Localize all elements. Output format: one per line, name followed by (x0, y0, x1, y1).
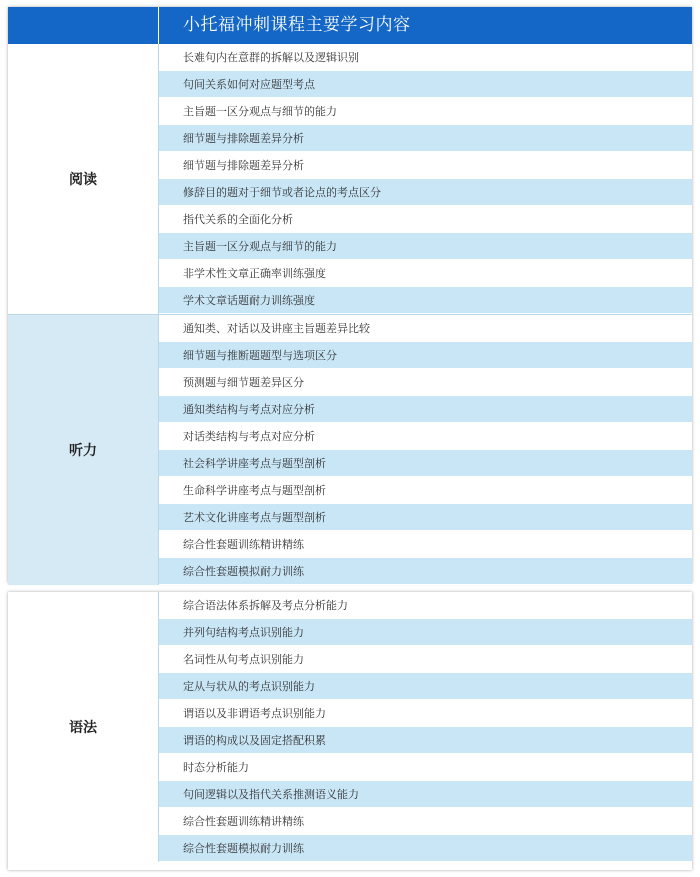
list-item: 主旨题一区分观点与细节的能力 (159, 233, 692, 260)
section-label: 阅读 (8, 44, 159, 314)
list-item: 定从与状从的考点识别能力 (159, 673, 692, 700)
list-item: 预测题与细节题差异区分 (159, 369, 692, 396)
list-item: 通知类、对话以及讲座主旨题差异比较 (159, 315, 692, 342)
table-header (8, 7, 692, 44)
list-item: 细节题与排除题差异分析 (159, 152, 692, 179)
list-item: 非学术性文章正确率训练强度 (159, 260, 692, 287)
section-label: 听力 (8, 315, 159, 585)
list-item: 句间逻辑以及指代关系推测语义能力 (159, 781, 692, 808)
list-item: 综合性套题模拟耐力训练 (159, 835, 692, 862)
list-item: 对话类结构与考点对应分析 (159, 423, 692, 450)
list-item: 谓语的构成以及固定搭配积累 (159, 727, 692, 754)
list-item: 学术文章话题耐力训练强度 (159, 287, 692, 314)
list-item: 谓语以及非谓语考点识别能力 (159, 700, 692, 727)
list-item: 并列句结构考点识别能力 (159, 619, 692, 646)
list-item: 综合性套题训练精讲精练 (159, 531, 692, 558)
header-corner-cell (8, 7, 159, 44)
item-list (159, 44, 692, 314)
item-list (159, 592, 692, 862)
list-item: 综合语法体系拆解及考点分析能力 (159, 592, 692, 619)
section-reading (8, 44, 692, 315)
item-list (159, 315, 692, 585)
list-item: 修辞目的题对于细节或者论点的考点区分 (159, 179, 692, 206)
list-item: 细节题与推断题题型与选项区分 (159, 342, 692, 369)
list-item: 艺术文化讲座考点与题型剖析 (159, 504, 692, 531)
list-item: 时态分析能力 (159, 754, 692, 781)
list-item: 长难句内在意群的拆解以及逻辑识别 (159, 44, 692, 71)
section-listening (8, 315, 692, 585)
list-item: 生命科学讲座考点与题型剖析 (159, 477, 692, 504)
list-item: 指代关系的全面化分析 (159, 206, 692, 233)
course-table-card-1 (8, 7, 692, 583)
course-table-card-2 (8, 592, 692, 870)
list-item: 细节题与排除题差异分析 (159, 125, 692, 152)
list-item: 综合性套题训练精讲精练 (159, 808, 692, 835)
list-item: 社会科学讲座考点与题型剖析 (159, 450, 692, 477)
section-label: 语法 (8, 592, 159, 862)
list-item: 名词性从句考点识别能力 (159, 646, 692, 673)
list-item: 综合性套题模拟耐力训练 (159, 558, 692, 585)
list-item: 句间关系如何对应题型考点 (159, 71, 692, 98)
list-item: 通知类结构与考点对应分析 (159, 396, 692, 423)
list-item: 主旨题一区分观点与细节的能力 (159, 98, 692, 125)
section-grammar (8, 592, 692, 862)
table-title: 小托福冲刺课程主要学习内容 (183, 15, 411, 35)
